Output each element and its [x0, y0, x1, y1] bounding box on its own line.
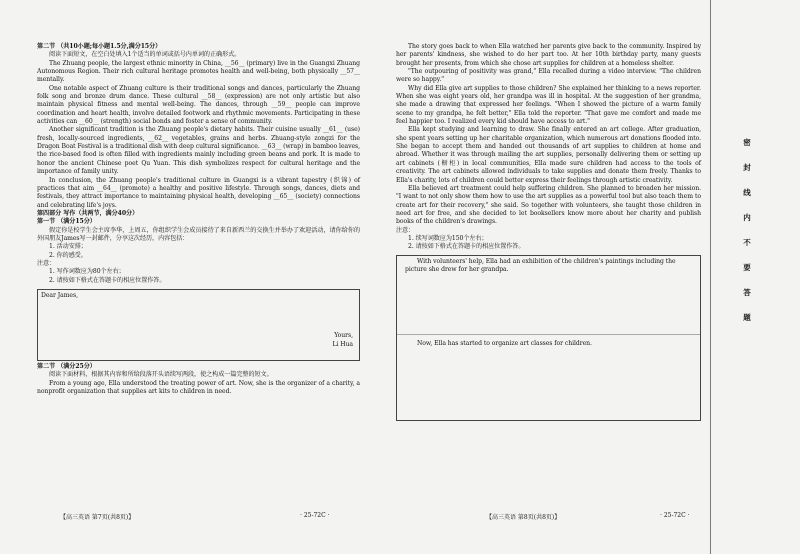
binding-char: 题 [743, 313, 751, 322]
binding-char: 不 [743, 238, 751, 247]
task-item-1: 1. 活动安排； [49, 243, 87, 251]
writing-task-1-prompt: 假定你是校学生会主席李华，上周五，你组织学生会成员接待了来自新西兰的交换生并举办了欢迎活动，请你给你的外国朋友James写一封邮件，分享这次经历，内容包括： [37, 226, 360, 242]
note-label: 注意： [37, 259, 56, 267]
passage-paragraph-2: One notable aspect of Zhuang culture is their traditional songs and dances, particularly the Zhuang folk song and bronze drum dance. These cultural __58__ (expression) are not only artistic but also maintain physical fitness and mental well-being. The dances, through __59__ people can improve coordination and heart health, involve detailed footwork and rhythmic movements. Participating in these activities can __60__ (strength) social bonds and foster a sense of community. [37, 84, 360, 126]
binding-char: 封 [743, 163, 751, 172]
letter-answer-box [37, 289, 360, 361]
binding-char: 答 [743, 288, 751, 297]
binding-char: 线 [743, 188, 751, 197]
note-item-2: 2. 请按如下格式在答题卡的相应位置作答。 [49, 276, 166, 284]
writing-task-2-title: 第二节 （满分25分） [37, 362, 96, 370]
paragraph-starter-1: With volunteers' help, Ella had an exhibition of the children's paintings including the picture she drew for her grandpa. [405, 257, 676, 273]
passage-paragraph-3: Another significant tradition is the Zhuang people's dietary habits. Their cuisine usually __61__ (use) fresh, locally-sourced ingredients, __62__ vegetables, grains and herbs. Zhuang-style zongzi for the Dragon Boat Festival is a traditional dish with deep cultural significance. __63__ (wrap) in bamboo leaves, the rice-based food is often filled with ingredients mainly including green beans and pork. It is made to honor the ancient Chinese poet Qu Yuan. This dish symbolizes respect for cultural heritage and the importance of family unity. [37, 126, 360, 176]
passage-paragraph-1: The Zhuang people, the largest ethnic minority in China, __56__ (primary) live in the Guangxi Zhuang Autonomous Region. Their rich cultural heritage promotes health and well-being, both physically __57__ mentally. [37, 59, 360, 84]
story-paragraph-5: Ella kept studying and learning to draw. She finally entered an art college. After graduation, she spent years setting up her charitable organization, which numerous art donations flooded into. She began to accept them and handed out thousands of art supplies to children at home and abroad. Whether it was through mailing the art supplies, personally delivering them or setting up art cabinets (橱柜) in local communities, Ella made sure children had access to the tools of creativity. The art cabinets allowed individuals to take supplies and donate them freely. Thanks to Ella's charity, lots of children could better express their feelings through artistic creativity. [396, 126, 701, 184]
note-item-2: 2. 请按如下格式在答题卡的相应位置作答。 [408, 243, 525, 251]
letter-closing: Yours, [334, 331, 353, 339]
page-code-left: · 25-72C · [300, 512, 330, 519]
right-column [396, 43, 701, 421]
part-four-title: 第四部分 写作（共两节，满分40分） [37, 209, 139, 217]
divider [397, 334, 700, 335]
story-paragraph-3: "The outpouring of positivity was grand," Ella recalled during a video interview. "The children were so happy." [396, 68, 701, 84]
binding-char: 内 [743, 213, 751, 222]
passage-paragraph-4: In conclusion, the Zhuang people's traditional culture in Guangxi is a vibrant tapestry (织锦) of practices that aim __64__ (promote) a healthy and positive lifestyle. Through songs, dances, diets and festivals, they attract importance to maintaining physical health, developing __65__ (society) connections and celebrating life's joys. [37, 176, 360, 209]
note-item-1: 1. 续写词数应为150个左右； [408, 234, 488, 242]
story-paragraph-2: The story goes back to when Ella watched her parents give back to the community. Inspired by her parents' kindness, she wished to do her part too. At her 10th birthday party, many guests brought her presents, from which she chose art supplies for children at a homeless shelter. [396, 43, 701, 67]
task-item-2: 2. 你的感受。 [49, 251, 87, 259]
writing-task-2-instruction: 阅读下面材料，根据其内容和所给段落开头语续写两段，使之构成一篇完整的短文。 [49, 371, 273, 379]
section-title: 第二节 （共10小题;每小题1.5分,满分15分） [37, 43, 162, 50]
paragraph-starter-2: Now, Ella has started to organize art classes for children. [417, 339, 592, 347]
note-label: 注意： [396, 226, 415, 234]
story-paragraph-4: Why did Ella give art supplies to those children? She explained her thinking to a news reporter. When she was eight years old, her grandpa was ill in hospital. At the suggestion of her grandma, she made a drawing that expressed her feelings. "When I showed the picture of a warm family scene to my grandpa, he felt better," Ella told the reporter. "That gave me comfort and made me feel happier too. I realized every kid should have access to art." [396, 84, 701, 126]
binding-char: 要 [743, 263, 751, 272]
story-paragraph-1: From a young age, Ella understood the treating power of art. Now, she is the organizer of a charity, a nonprofit organization that supplies art kits to children in need. [37, 379, 360, 395]
binding-char: 密 [743, 138, 751, 147]
section-instruction: 阅读下面短文，在空白处填入1个适当的单词或括号内单词的正确形式。 [49, 51, 241, 59]
binding-notice [741, 130, 753, 330]
page-code-right: · 25-72C · [660, 512, 690, 519]
binding-margin-line [710, 0, 711, 554]
page-footer-right: 【高三英语 第8页(共8页)】 [486, 514, 561, 521]
left-column [37, 43, 360, 396]
letter-signature: Li Hua [332, 340, 353, 348]
writing-task-1-title: 第一节 （满分15分） [37, 218, 96, 226]
letter-greeting: Dear James, [41, 291, 78, 299]
continuation-answer-box [396, 255, 701, 421]
story-paragraph-6: Ella believed art treatment could help suffering children. She planned to broaden her mission. "I want to not only show them how to use the art supplies as a powerful tool but also teach them to create art for their recovery," she said. So together with volunteers, she taught those children in need art for free, and she decided to let booksellers know more about her charity and publish books of the children's drawings. [396, 184, 701, 226]
note-item-1: 1. 写作词数应为80个左右； [49, 268, 125, 276]
page-footer-left: 【高三英语 第7页(共8页)】 [60, 514, 135, 521]
